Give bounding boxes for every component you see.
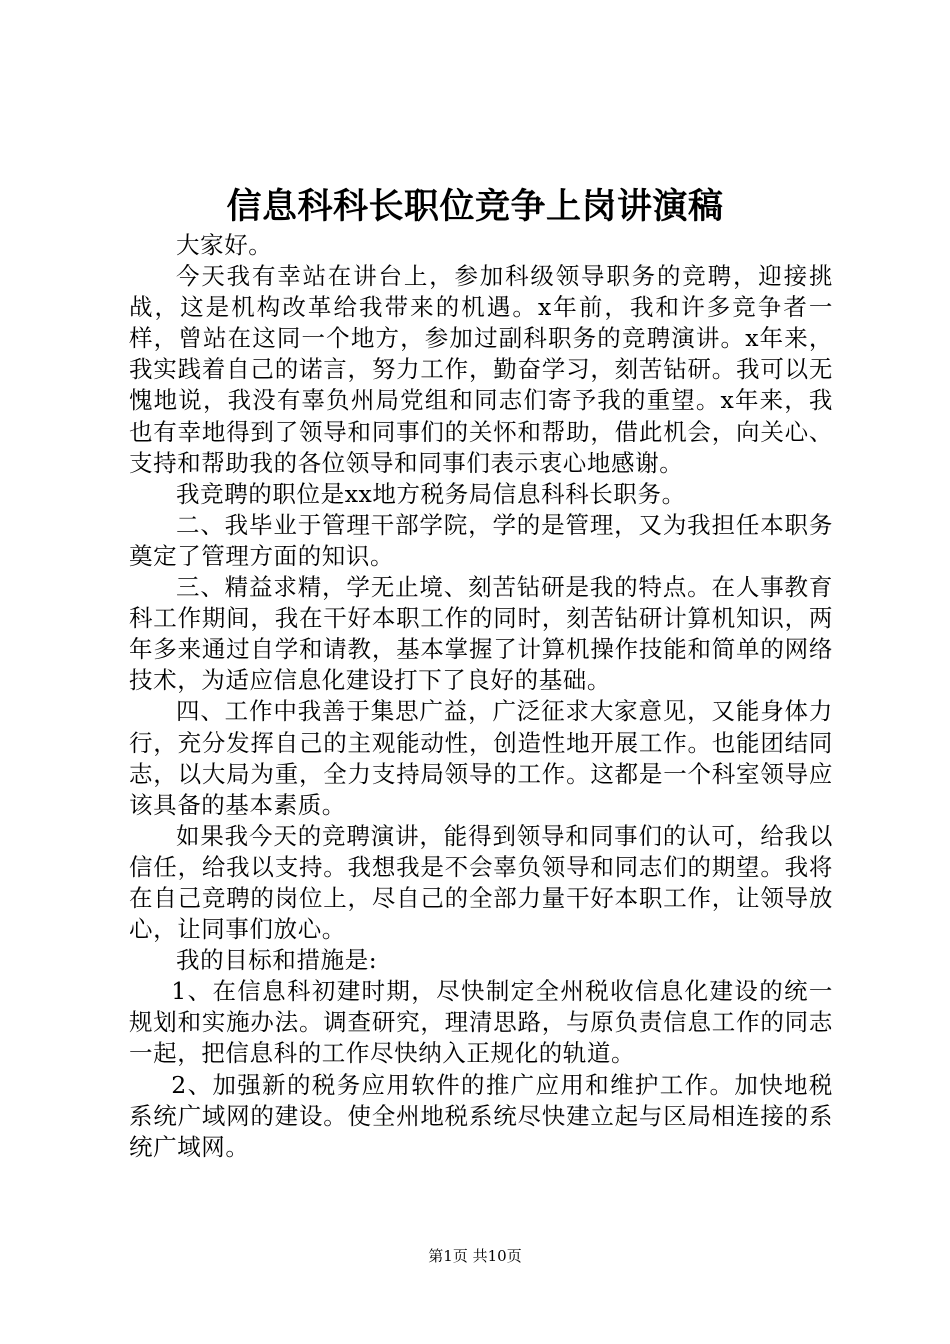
paragraph-goals-heading: 我的目标和措施是: bbox=[176, 946, 378, 975]
paragraph-goal-one: 1、在信息科初建时期，尽快制定全州税收信息化建设的统一规划和实施办法。调查研究，理清思路，与原负责信息工作的同志一起，把信息科的工作尽快纳入正规化的轨道。 bbox=[129, 977, 833, 1068]
paragraph-point-two: 二、我毕业于管理干部学院，学的是管理，又为我担任本职务奠定了管理方面的知识。 bbox=[129, 510, 833, 570]
paragraph-position: 我竞聘的职位是xx地方税务局信息科科长职务。 bbox=[176, 479, 686, 508]
paragraph-greeting: 大家好。 bbox=[176, 231, 273, 259]
paragraph-commitment: 如果我今天的竞聘演讲，能得到领导和同事们的认可，给我以信任，给我以支持。我想我是不会辜负领导和同志们的期望。我将在自己竞聘的岗位上，尽自己的全部力量干好本职工作，让领导放心，让同事们放心。 bbox=[129, 821, 833, 944]
paragraph-point-three: 三、精益求精，学无止境、刻苦钻研是我的特点。在人事教育科工作期间，我在干好本职工作的同时，刻苦钻研计算机知识，两年多来通过自学和请教，基本掌握了计算机操作技能和简单的网络技术，为适应信息化建设打下了良好的基础。 bbox=[129, 573, 833, 695]
document-title: 信息科科长职位竞争上岗讲演稿 bbox=[226, 186, 724, 227]
paragraph-point-four: 四、工作中我善于集思广益，广泛征求大家意见，又能身体力行，充分发挥自己的主观能动性，创造性地开展工作。也能团结同志，以大局为重，全力支持局领导的工作。这都是一个科室领导应该具备的基本素质。 bbox=[129, 697, 833, 819]
paragraph-goal-two: 2、加强新的税务应用软件的推广应用和维护工作。加快地税系统广域网的建设。使全州地税系统尽快建立起与区局相连接的系统广域网。 bbox=[129, 1070, 833, 1161]
paragraph-introduction: 今天我有幸站在讲台上，参加科级领导职务的竞聘，迎接挑战，这是机构改革给我带来的机遇。x年前，我和许多竞争者一样，曾站在这同一个地方，参加过副科职务的竞聘演讲。x年来，我实践着自己的诺言，努力工作，勤奋学习，刻苦钻研。我可以无愧地说，我没有辜负州局党组和同志们寄予我的重望。x年来，我也有幸地得到了领导和同事们的关怀和帮助，借此机会，向关心、支持和帮助我的各位领导和同事们表示衷心地感谢。 bbox=[129, 262, 833, 477]
document-body bbox=[129, 230, 833, 1163]
page-number-footer: 第1页 共10页 bbox=[428, 1247, 522, 1265]
